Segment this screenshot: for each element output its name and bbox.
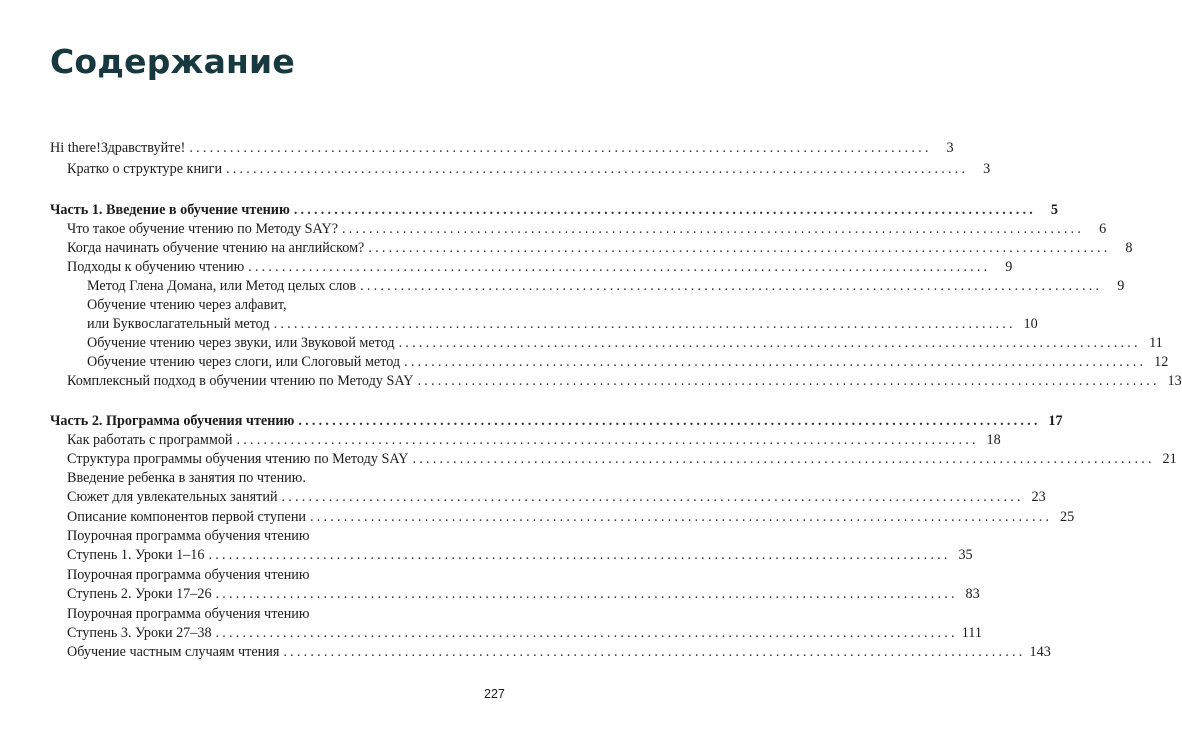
- toc-entry-page: 11: [1149, 335, 1163, 351]
- toc-entry-label: Комплексный подход в обучении чтению по Методу SAY: [67, 373, 414, 389]
- toc-entry-label: Как работать с программой: [67, 432, 233, 448]
- toc-entry-label: Сюжет для увлекательных занятий: [67, 489, 278, 505]
- toc-entry-page: 21: [1162, 451, 1177, 467]
- toc-entry: [0, 527, 600, 546]
- toc-entry-label: Поурочная программа обучения чтению: [67, 528, 310, 544]
- toc-entry-page: 6: [1099, 221, 1107, 237]
- toc-entry-label: Часть 2. Программа обучения чтению: [50, 413, 295, 429]
- toc-entry-page: 83: [965, 586, 980, 602]
- toc-entry-page: 111: [961, 625, 982, 641]
- toc-entry-page: 9: [1005, 259, 1013, 275]
- toc-entry-label: Hi there!Здравствуйте!: [50, 140, 186, 156]
- toc-entry: [0, 431, 1001, 450]
- toc-entry-label: Структура программы обучения чтению по Методу SAY: [67, 451, 409, 467]
- toc-entry-label: Ступень 1. Уроки 1–16: [67, 547, 205, 563]
- page-number: 227: [484, 687, 505, 701]
- leader-dots: ..............................................................................................................: [417, 373, 1160, 389]
- toc-entry-label: Что такое обучение чтению по Методу SAY?: [67, 221, 339, 237]
- leader-dots: ..............................................................................................................: [293, 202, 1036, 218]
- toc-entry: [0, 239, 1133, 258]
- leader-dots: ..............................................................................................................: [273, 316, 1016, 332]
- toc-entry-page: 10: [1023, 316, 1038, 332]
- toc-entry: [0, 277, 1125, 296]
- toc-entry-label: Введение ребенка в занятия по чтению.: [67, 470, 306, 486]
- toc-entry-label: Поурочная программа обучения чтению: [67, 606, 310, 622]
- leader-dots: ..............................................................................................................: [215, 586, 958, 602]
- leader-dots: ..............................................................................................................: [368, 240, 1111, 256]
- toc-entry-page: 143: [1029, 644, 1051, 660]
- toc-entry-label: Поурочная программа обучения чтению: [67, 567, 310, 583]
- toc-entry-page: 12: [1154, 354, 1169, 370]
- toc-entry-page: 35: [958, 547, 973, 563]
- leader-dots: ..............................................................................................................: [298, 413, 1041, 429]
- leader-dots: ..............................................................................................................: [189, 140, 932, 156]
- leader-dots: ..............................................................................................................: [283, 644, 1026, 660]
- toc-entry-page: 18: [986, 432, 1001, 448]
- toc-entry-page: 9: [1117, 278, 1125, 294]
- toc-entry: [0, 315, 1038, 334]
- page-title: Содержание: [50, 42, 295, 81]
- toc-entry: [0, 469, 600, 488]
- leader-dots: ..............................................................................................................: [226, 161, 969, 177]
- toc-entry-label: Ступень 2. Уроки 17–26: [67, 586, 212, 602]
- toc-entry: [0, 258, 1013, 277]
- toc-entry-page: 3: [983, 161, 991, 177]
- toc-entry: [0, 353, 1169, 372]
- toc-entry: [0, 624, 982, 643]
- toc-entry: [0, 585, 980, 604]
- toc-entry-label: Описание компонентов первой ступени: [67, 509, 307, 525]
- toc-part-heading: [0, 201, 1058, 220]
- leader-dots: ..............................................................................................................: [281, 489, 1024, 505]
- toc-entry: [0, 605, 600, 624]
- toc-entry-label: Когда начинать обучение чтению на английском?: [67, 240, 365, 256]
- toc-entry: [0, 139, 954, 158]
- toc-entry-label: Ступень 3. Уроки 27–38: [67, 625, 212, 641]
- toc-entry-page: 23: [1031, 489, 1046, 505]
- toc-entry-page: 25: [1060, 509, 1075, 525]
- toc-entry: [0, 220, 1107, 239]
- toc-entry-label: Часть 1. Введение в обучение чтению: [50, 202, 290, 218]
- leader-dots: ..............................................................................................................: [236, 432, 979, 448]
- toc-entry-page: 3: [946, 140, 954, 156]
- toc-entry: [0, 334, 1163, 353]
- toc-entry-label: Подходы к обучению чтению: [67, 259, 245, 275]
- leader-dots: ..............................................................................................................: [342, 221, 1085, 237]
- toc-part-heading: [0, 412, 1063, 431]
- toc-entry: [0, 488, 1046, 507]
- toc-entry-label: Обучение чтению через звуки, или Звуковой метод: [87, 335, 395, 351]
- leader-dots: ..............................................................................................................: [248, 259, 991, 275]
- toc-entry: [0, 450, 1177, 469]
- toc-entry-page: 13: [1167, 373, 1182, 389]
- leader-dots: ..............................................................................................................: [398, 335, 1141, 351]
- leader-dots: ..............................................................................................................: [412, 451, 1155, 467]
- toc-entry-label: или Буквослагательный метод: [87, 316, 270, 332]
- leader-dots: ..............................................................................................................: [215, 625, 958, 641]
- toc-entry-label: Обучение частным случаям чтения: [67, 644, 280, 660]
- toc-entry-page: 17: [1048, 413, 1063, 429]
- toc-entry: [0, 372, 1182, 391]
- leader-dots: ..............................................................................................................: [208, 547, 951, 563]
- toc-entry: [0, 296, 600, 315]
- toc-entry: [0, 643, 1051, 662]
- toc-entry: [0, 160, 991, 179]
- toc-entry: [0, 566, 600, 585]
- toc-entry-label: Обучение чтению через алфавит,: [87, 297, 287, 313]
- leader-dots: ..............................................................................................................: [310, 509, 1053, 525]
- toc-entry-label: Метод Глена Домана, или Метод целых слов: [87, 278, 357, 294]
- toc-entry: [0, 508, 1075, 527]
- leader-dots: ..............................................................................................................: [360, 278, 1103, 294]
- leader-dots: ..............................................................................................................: [404, 354, 1147, 370]
- toc-entry-page: 5: [1050, 202, 1058, 218]
- toc-entry: [0, 546, 973, 565]
- toc-entry-page: 8: [1125, 240, 1133, 256]
- toc-entry-label: Обучение чтению через слоги, или Слоговый метод: [87, 354, 401, 370]
- toc-entry-label: Кратко о структуре книги: [67, 161, 223, 177]
